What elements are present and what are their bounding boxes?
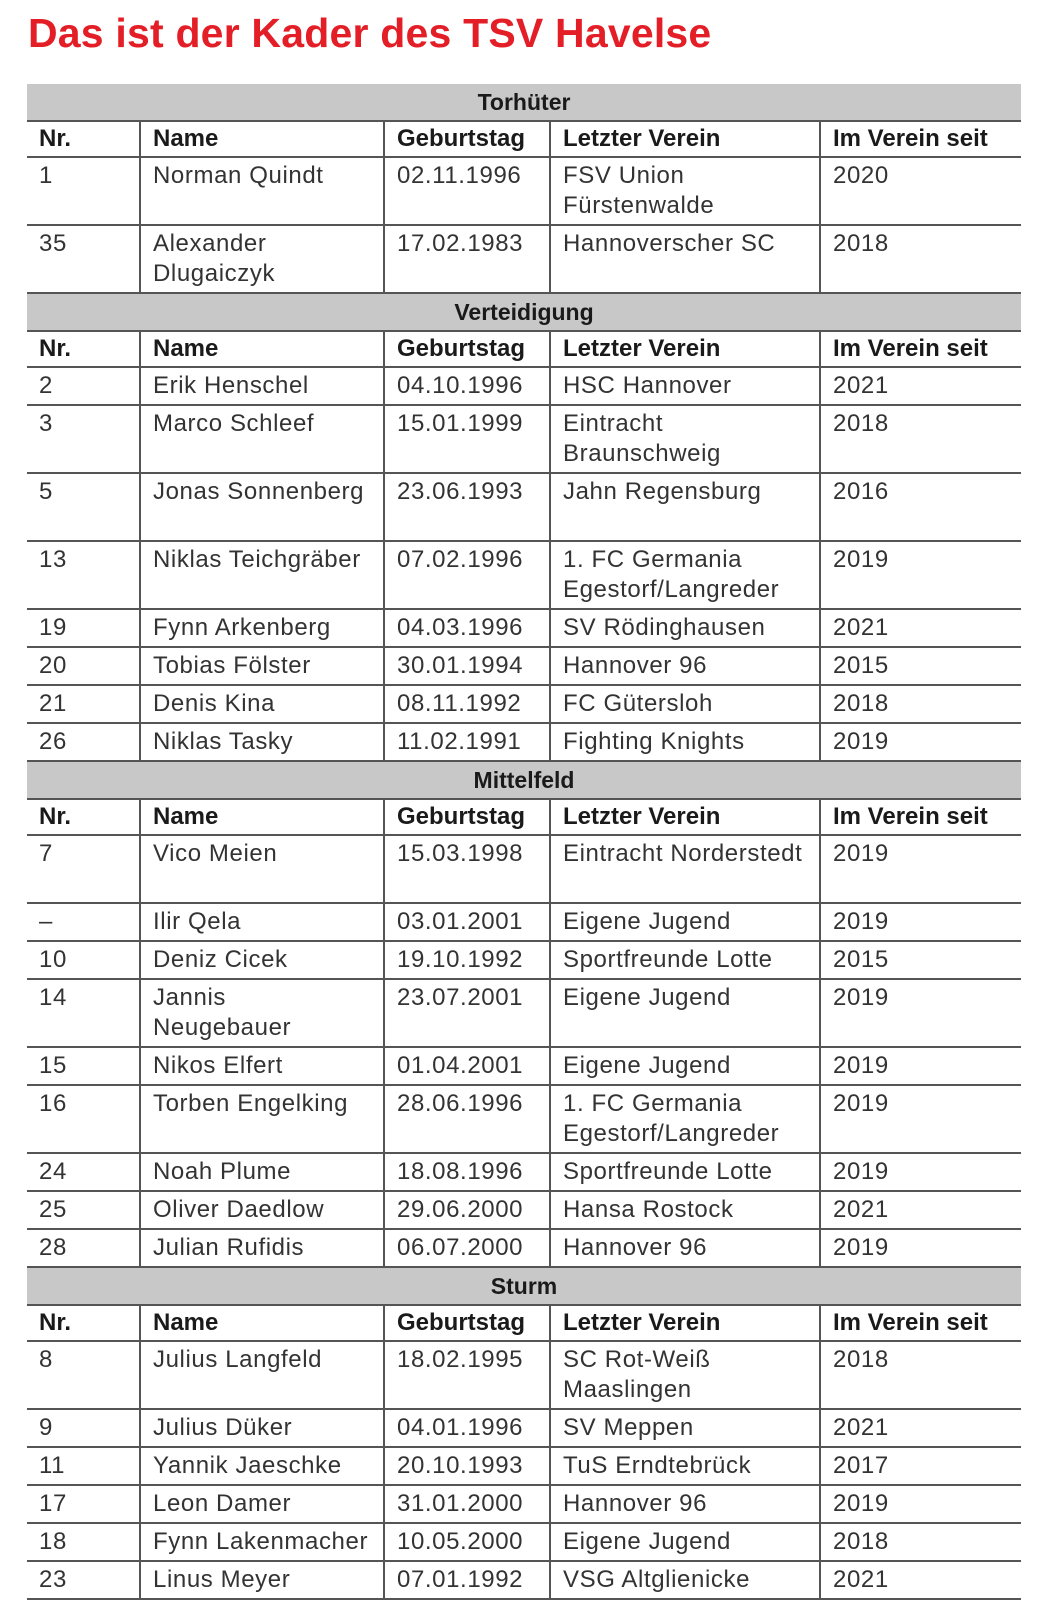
cell-nr: 3: [27, 405, 140, 473]
cell-name: Niklas Tasky: [140, 723, 384, 761]
column-header-letzter-verein: Letzter Verein: [550, 1305, 820, 1341]
cell-letzter-verein: FSV Union Fürstenwalde: [550, 157, 820, 225]
section-header-row: [27, 293, 1021, 331]
cell-name: Erik Henschel: [140, 367, 384, 405]
cell-geburtstag: 04.10.1996: [384, 367, 550, 405]
cell-name: Denis Kina: [140, 685, 384, 723]
cell-letzter-verein: Hansa Rostock: [550, 1191, 820, 1229]
cell-im-verein-seit: 2019: [820, 1085, 1021, 1153]
table-row: [27, 473, 1021, 541]
section-title: Verteidigung: [27, 293, 1021, 331]
cell-geburtstag: 01.04.2001: [384, 1047, 550, 1085]
cell-nr: 35: [27, 225, 140, 293]
table-row: [27, 941, 1021, 979]
cell-name: Fynn Lakenmacher: [140, 1523, 384, 1561]
cell-letzter-verein: Sportfreunde Lotte: [550, 1153, 820, 1191]
cell-letzter-verein: 1. FC Germania Egestorf/Langreder: [550, 541, 820, 609]
cell-im-verein-seit: 2018: [820, 685, 1021, 723]
table-row: [27, 1409, 1021, 1447]
cell-nr: –: [27, 903, 140, 941]
cell-geburtstag: 11.02.1991: [384, 723, 550, 761]
cell-geburtstag: 03.01.2001: [384, 903, 550, 941]
cell-geburtstag: 07.02.1996: [384, 541, 550, 609]
cell-letzter-verein: FC Gütersloh: [550, 685, 820, 723]
cell-letzter-verein: Hannover 96: [550, 1229, 820, 1267]
cell-name: Jonas Sonnenberg: [140, 473, 384, 541]
cell-name: Oliver Daedlow: [140, 1191, 384, 1229]
column-header-nr: Nr.: [27, 331, 140, 367]
table-row: [27, 1447, 1021, 1485]
cell-nr: 14: [27, 979, 140, 1047]
column-header-im-verein-seit: Im Verein seit: [820, 1305, 1021, 1341]
cell-nr: 11: [27, 1447, 140, 1485]
roster-table: [27, 84, 1021, 1600]
cell-nr: 25: [27, 1191, 140, 1229]
table-row: [27, 1191, 1021, 1229]
cell-im-verein-seit: 2021: [820, 609, 1021, 647]
column-header-letzter-verein: Letzter Verein: [550, 121, 820, 157]
cell-im-verein-seit: 2018: [820, 225, 1021, 293]
section-title: Mittelfeld: [27, 761, 1021, 799]
section-title: Sturm: [27, 1267, 1021, 1305]
cell-letzter-verein: SV Rödinghausen: [550, 609, 820, 647]
cell-geburtstag: 04.01.1996: [384, 1409, 550, 1447]
cell-letzter-verein: Hannoverscher SC: [550, 225, 820, 293]
cell-geburtstag: 23.06.1993: [384, 473, 550, 541]
cell-letzter-verein: 1. FC Germania Egestorf/Langreder: [550, 1085, 820, 1153]
cell-geburtstag: 06.07.2000: [384, 1229, 550, 1267]
cell-geburtstag: 18.08.1996: [384, 1153, 550, 1191]
cell-name: Julius Langfeld: [140, 1341, 384, 1409]
cell-nr: 17: [27, 1485, 140, 1523]
cell-nr: 8: [27, 1341, 140, 1409]
cell-nr: 23: [27, 1561, 140, 1599]
cell-im-verein-seit: 2021: [820, 1191, 1021, 1229]
cell-geburtstag: 04.03.1996: [384, 609, 550, 647]
cell-name: Niklas Teichgräber: [140, 541, 384, 609]
cell-im-verein-seit: 2018: [820, 1523, 1021, 1561]
cell-letzter-verein: Jahn Regensburg: [550, 473, 820, 541]
cell-nr: 26: [27, 723, 140, 761]
cell-name: Noah Plume: [140, 1153, 384, 1191]
column-header-name: Name: [140, 331, 384, 367]
cell-nr: 15: [27, 1047, 140, 1085]
cell-geburtstag: 30.01.1994: [384, 647, 550, 685]
cell-geburtstag: 31.01.2000: [384, 1485, 550, 1523]
cell-im-verein-seit: 2016: [820, 473, 1021, 541]
cell-name: Julian Rufidis: [140, 1229, 384, 1267]
cell-letzter-verein: Eigene Jugend: [550, 1523, 820, 1561]
cell-nr: 10: [27, 941, 140, 979]
cell-letzter-verein: Eintracht Norderstedt: [550, 835, 820, 903]
cell-name: Ilir Qela: [140, 903, 384, 941]
cell-letzter-verein: TuS Erndtebrück: [550, 1447, 820, 1485]
page-title: Das ist der Kader des TSV Havelse: [28, 10, 712, 56]
cell-name: Torben Engelking: [140, 1085, 384, 1153]
cell-name: Julius Düker: [140, 1409, 384, 1447]
cell-im-verein-seit: 2021: [820, 1409, 1021, 1447]
table-row: [27, 1485, 1021, 1523]
cell-letzter-verein: HSC Hannover: [550, 367, 820, 405]
cell-nr: 2: [27, 367, 140, 405]
table-row: [27, 1229, 1021, 1267]
table-row: [27, 647, 1021, 685]
cell-letzter-verein: Eigene Jugend: [550, 903, 820, 941]
cell-geburtstag: 19.10.1992: [384, 941, 550, 979]
cell-name: Yannik Jaeschke: [140, 1447, 384, 1485]
cell-geburtstag: 10.05.2000: [384, 1523, 550, 1561]
table-row: [27, 835, 1021, 903]
cell-geburtstag: 18.02.1995: [384, 1341, 550, 1409]
cell-geburtstag: 02.11.1996: [384, 157, 550, 225]
cell-name: Tobias Fölster: [140, 647, 384, 685]
cell-im-verein-seit: 2015: [820, 647, 1021, 685]
cell-nr: 28: [27, 1229, 140, 1267]
cell-im-verein-seit: 2019: [820, 723, 1021, 761]
cell-letzter-verein: SC Rot-Weiß Maaslingen: [550, 1341, 820, 1409]
table-row: [27, 1341, 1021, 1409]
column-header-geburtstag: Geburtstag: [384, 799, 550, 835]
column-header-name: Name: [140, 1305, 384, 1341]
roster-body: [27, 84, 1021, 1599]
section-header-row: [27, 1267, 1021, 1305]
cell-letzter-verein: Eigene Jugend: [550, 1047, 820, 1085]
cell-im-verein-seit: 2019: [820, 1229, 1021, 1267]
cell-im-verein-seit: 2019: [820, 903, 1021, 941]
column-header-nr: Nr.: [27, 799, 140, 835]
cell-geburtstag: 17.02.1983: [384, 225, 550, 293]
cell-name: Leon Damer: [140, 1485, 384, 1523]
cell-letzter-verein: Fighting Knights: [550, 723, 820, 761]
cell-nr: 24: [27, 1153, 140, 1191]
table-row: [27, 405, 1021, 473]
column-header-letzter-verein: Letzter Verein: [550, 799, 820, 835]
table-row: [27, 1047, 1021, 1085]
cell-letzter-verein: SV Meppen: [550, 1409, 820, 1447]
cell-nr: 20: [27, 647, 140, 685]
cell-name: Fynn Arkenberg: [140, 609, 384, 647]
cell-nr: 21: [27, 685, 140, 723]
table-row: [27, 723, 1021, 761]
cell-im-verein-seit: 2019: [820, 1153, 1021, 1191]
cell-name: Jannis Neugebauer: [140, 979, 384, 1047]
cell-nr: 7: [27, 835, 140, 903]
column-header-geburtstag: Geburtstag: [384, 1305, 550, 1341]
column-header-nr: Nr.: [27, 1305, 140, 1341]
cell-im-verein-seit: 2018: [820, 405, 1021, 473]
table-row: [27, 1085, 1021, 1153]
table-row: [27, 609, 1021, 647]
table-row: [27, 225, 1021, 293]
cell-letzter-verein: Eigene Jugend: [550, 979, 820, 1047]
cell-letzter-verein: Sportfreunde Lotte: [550, 941, 820, 979]
cell-nr: 13: [27, 541, 140, 609]
cell-geburtstag: 20.10.1993: [384, 1447, 550, 1485]
cell-name: Vico Meien: [140, 835, 384, 903]
table-row: [27, 903, 1021, 941]
cell-geburtstag: 29.06.2000: [384, 1191, 550, 1229]
column-header-row: [27, 121, 1021, 157]
table-row: [27, 157, 1021, 225]
section-title: Torhüter: [27, 84, 1021, 121]
cell-geburtstag: 28.06.1996: [384, 1085, 550, 1153]
cell-geburtstag: 15.03.1998: [384, 835, 550, 903]
table-row: [27, 367, 1021, 405]
column-header-row: [27, 799, 1021, 835]
cell-nr: 18: [27, 1523, 140, 1561]
cell-geburtstag: 07.01.1992: [384, 1561, 550, 1599]
cell-im-verein-seit: 2019: [820, 541, 1021, 609]
column-header-nr: Nr.: [27, 121, 140, 157]
cell-letzter-verein: Hannover 96: [550, 1485, 820, 1523]
column-header-row: [27, 1305, 1021, 1341]
section-header-row: [27, 761, 1021, 799]
cell-name: Nikos Elfert: [140, 1047, 384, 1085]
column-header-name: Name: [140, 799, 384, 835]
table-row: [27, 979, 1021, 1047]
cell-nr: 5: [27, 473, 140, 541]
cell-nr: 9: [27, 1409, 140, 1447]
cell-im-verein-seit: 2021: [820, 1561, 1021, 1599]
column-header-geburtstag: Geburtstag: [384, 331, 550, 367]
table-row: [27, 1523, 1021, 1561]
cell-nr: 16: [27, 1085, 140, 1153]
column-header-row: [27, 331, 1021, 367]
column-header-geburtstag: Geburtstag: [384, 121, 550, 157]
cell-im-verein-seit: 2015: [820, 941, 1021, 979]
cell-im-verein-seit: 2021: [820, 367, 1021, 405]
column-header-im-verein-seit: Im Verein seit: [820, 331, 1021, 367]
cell-letzter-verein: Eintracht Braunschweig: [550, 405, 820, 473]
cell-im-verein-seit: 2017: [820, 1447, 1021, 1485]
cell-im-verein-seit: 2018: [820, 1341, 1021, 1409]
cell-im-verein-seit: 2019: [820, 835, 1021, 903]
table-row: [27, 685, 1021, 723]
column-header-im-verein-seit: Im Verein seit: [820, 121, 1021, 157]
table-row: [27, 541, 1021, 609]
cell-geburtstag: 23.07.2001: [384, 979, 550, 1047]
cell-name: Alexander Dlugaiczyk: [140, 225, 384, 293]
cell-im-verein-seit: 2019: [820, 979, 1021, 1047]
cell-letzter-verein: VSG Altglienicke: [550, 1561, 820, 1599]
cell-name: Marco Schleef: [140, 405, 384, 473]
cell-im-verein-seit: 2019: [820, 1485, 1021, 1523]
cell-nr: 1: [27, 157, 140, 225]
cell-geburtstag: 15.01.1999: [384, 405, 550, 473]
cell-name: Deniz Cicek: [140, 941, 384, 979]
cell-im-verein-seit: 2020: [820, 157, 1021, 225]
cell-name: Norman Quindt: [140, 157, 384, 225]
cell-letzter-verein: Hannover 96: [550, 647, 820, 685]
column-header-name: Name: [140, 121, 384, 157]
column-header-letzter-verein: Letzter Verein: [550, 331, 820, 367]
cell-geburtstag: 08.11.1992: [384, 685, 550, 723]
table-row: [27, 1153, 1021, 1191]
cell-name: Linus Meyer: [140, 1561, 384, 1599]
section-header-row: [27, 84, 1021, 121]
column-header-im-verein-seit: Im Verein seit: [820, 799, 1021, 835]
cell-im-verein-seit: 2019: [820, 1047, 1021, 1085]
table-row: [27, 1561, 1021, 1599]
cell-nr: 19: [27, 609, 140, 647]
